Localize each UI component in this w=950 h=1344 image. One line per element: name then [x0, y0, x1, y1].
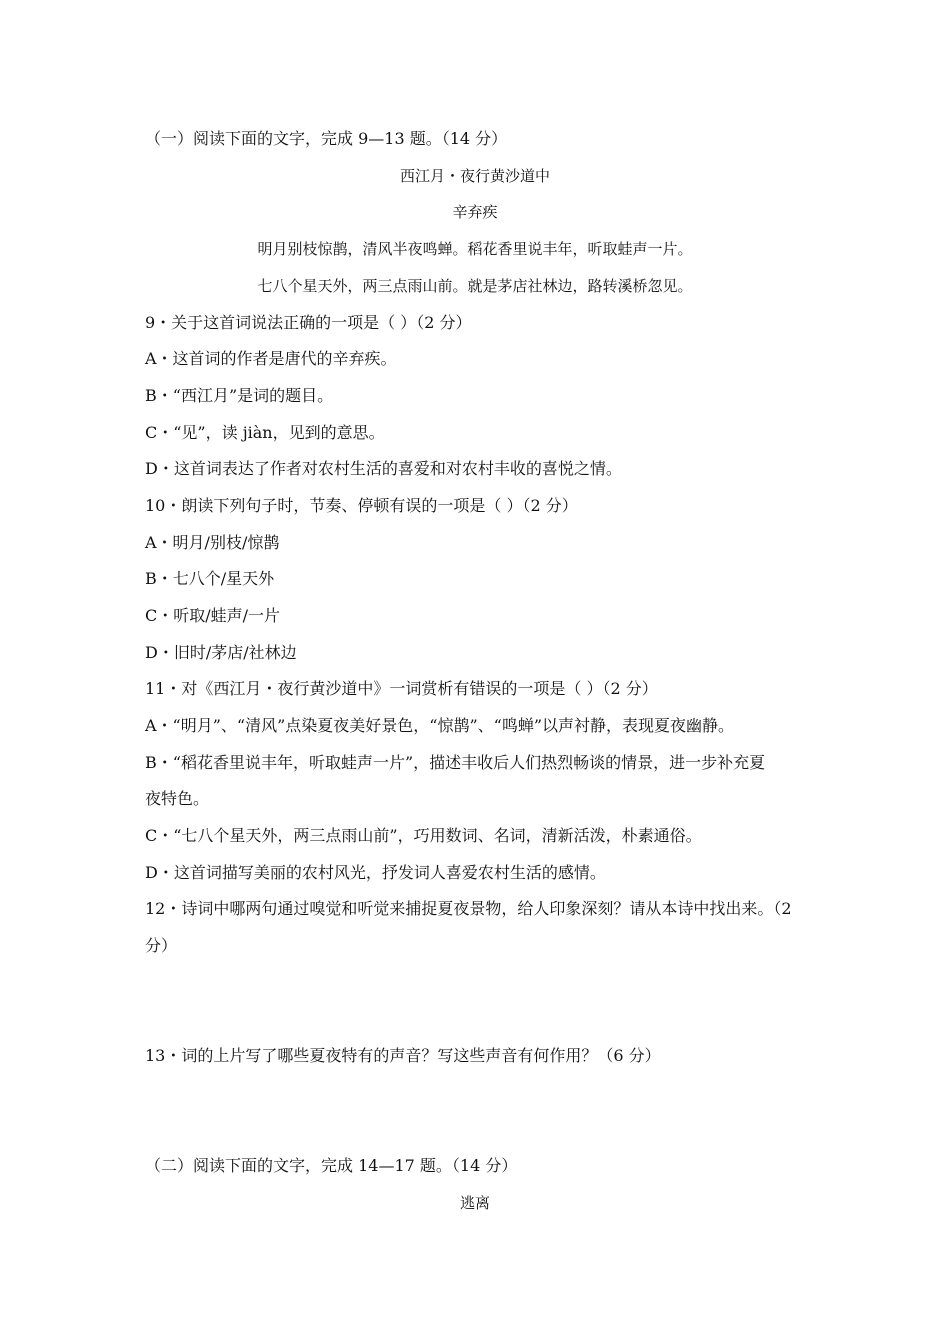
q11-option-a: A・“明月”、“清风”点染夏夜美好景色，“惊鹊”、“鸣蝉”以声衬静，表现夏夜幽静。 — [145, 716, 734, 735]
section2-heading: （二）阅读下面的文字，完成 14—17 题。（14 分） — [145, 1156, 518, 1175]
q10-option-d: D・旧时/茅店/社林边 — [145, 643, 297, 662]
q9-option-b: B・“西江月”是词的题目。 — [145, 386, 334, 405]
q9-option-d: D・这首词表达了作者对农村生活的喜爱和对农村丰收的喜悦之情。 — [145, 459, 622, 478]
q12-stem-line1: 12・诗词中哪两句通过嗅觉和听觉来捕捉夏夜景物，给人印象深刻？请从本诗中找出来。（2 — [145, 899, 792, 918]
q11-option-c: C・“七八个星天外，两三点雨山前”，巧用数词、名词，清新活泼，朴素通俗。 — [145, 826, 702, 845]
poem-line-1: 明月别枝惊鹊，清风半夜鸣蝉。稻花香里说丰年，听取蛙声一片。 — [257, 240, 693, 258]
q11-option-b-line1: B・“稻花香里说丰年，听取蛙声一片”，描述丰收后人们热烈畅谈的情景，进一步补充夏 — [145, 753, 766, 772]
q9-stem: 9・关于这首词说法正确的一项是（ ）（2 分） — [145, 313, 472, 332]
q9-option-c: C・“见”，读 jiàn，见到的意思。 — [145, 423, 385, 442]
q11-option-b-line2: 夜特色。 — [145, 789, 210, 808]
q11-stem: 11・对《西江月・夜行黄沙道中》一词赏析有错误的一项是（ ）（2 分） — [145, 679, 658, 698]
q10-option-c: C・听取/蛙声/一片 — [145, 606, 281, 625]
section1-heading: （一）阅读下面的文字，完成 9—13 题。（14 分） — [145, 129, 508, 148]
q13-stem: 13・词的上片写了哪些夏夜特有的声音？写这些声音有何作用？（6 分） — [145, 1046, 661, 1065]
q12-stem-line2: 分） — [145, 936, 178, 955]
poem-title: 西江月・夜行黄沙道中 — [399, 167, 550, 185]
poem-line-2: 七八个星天外，两三点雨山前。就是茅店社林边，路转溪桥忽见。 — [257, 277, 693, 295]
q10-stem: 10・朗读下列句子时，节奏、停顿有误的一项是（ ）（2 分） — [145, 496, 578, 515]
q10-option-a: A・明月/别枝/惊鹊 — [145, 533, 280, 552]
q9-option-a: A・这首词的作者是唐代的辛弃疾。 — [145, 349, 397, 368]
poem-author: 辛弃疾 — [452, 203, 498, 221]
q10-option-b: B・七八个/星天外 — [145, 569, 275, 588]
q11-option-d: D・这首词描写美丽的农村风光，抒发词人喜爱农村生活的感情。 — [145, 863, 606, 882]
section2-title: 逃离 — [459, 1194, 490, 1212]
